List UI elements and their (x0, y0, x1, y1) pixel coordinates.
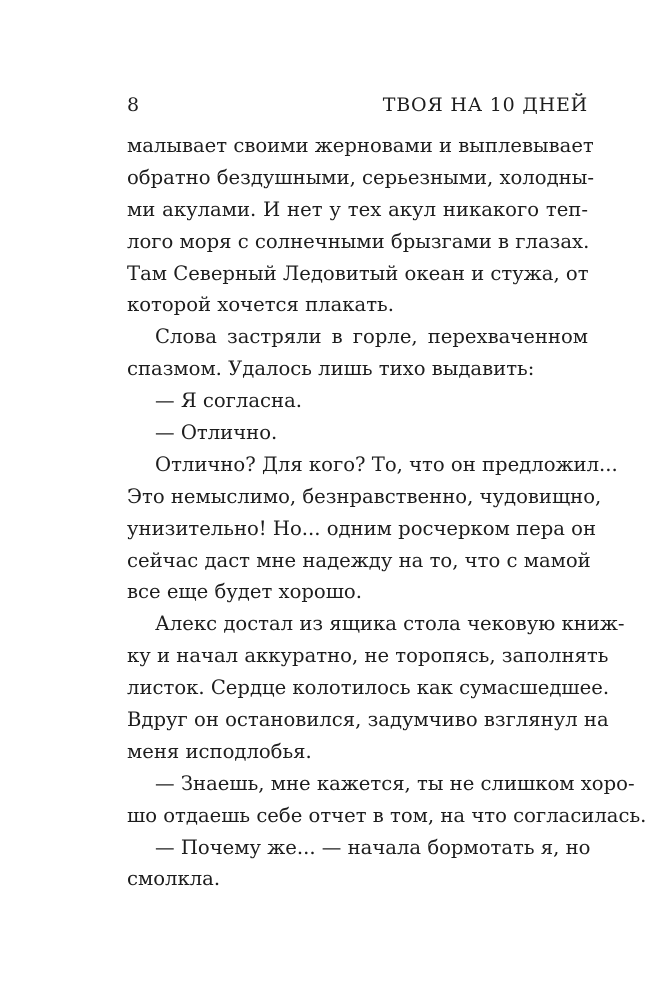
page-number: 8 (127, 94, 140, 116)
text-line: унизительно! Но... одним росчерком пера он (127, 516, 597, 540)
text-line: Вдруг он остановился, задумчиво взглянул на (127, 708, 609, 732)
text-line: ми акулами. И нет у тех акул никакого теп- (127, 197, 588, 221)
body-text (127, 130, 647, 895)
text-line: листок. Сердце колотилось как сумасшедшее. (127, 676, 610, 700)
text-line: обратно бездушными, серьезными, холодны- (127, 165, 594, 189)
text-line: шо отдаешь себе отчет в том, на что согласилась. (127, 803, 647, 827)
text-line: — Почему же... — начала бормотать я, но (155, 835, 591, 859)
text-line: лого моря с солнечными брызгами в глазах. (127, 229, 590, 253)
text-line: смолкла. (127, 867, 221, 891)
running-title: ТВОЯ НА 10 ДНЕЙ (382, 94, 588, 116)
text-line: Отлично? Для кого? То, что он предложил... (155, 452, 618, 476)
text-line: — Я согласна. (155, 389, 302, 413)
text-line: малывает своими жерновами и выплевывает (127, 134, 594, 157)
text-line: — Знаешь, мне кажется, ты не слишком хоро- (155, 771, 635, 795)
text-line: — Отлично. (155, 421, 278, 445)
text-line: Слова застряли в горле, перехваченном (155, 325, 588, 349)
text-line: ку и начал аккуратно, не торопясь, заполнять (127, 644, 609, 668)
text-line: меня исподлобья. (127, 739, 312, 763)
text-line: которой хочется плакать. (127, 293, 394, 317)
text-line: все еще будет хорошо. (127, 580, 362, 604)
running-head (127, 91, 588, 119)
text-line: Там Северный Ледовитый океан и стужа, от (127, 261, 589, 285)
text-line: спазмом. Удалось лишь тихо выдавить: (127, 357, 535, 381)
text-line: Алекс достал из ящика стола чековую книж- (155, 612, 625, 636)
text-line: сейчас даст мне надежду на то, что с мамой (127, 548, 591, 572)
text-line: Это немыслимо, безнравственно, чудовищно, (127, 484, 602, 508)
